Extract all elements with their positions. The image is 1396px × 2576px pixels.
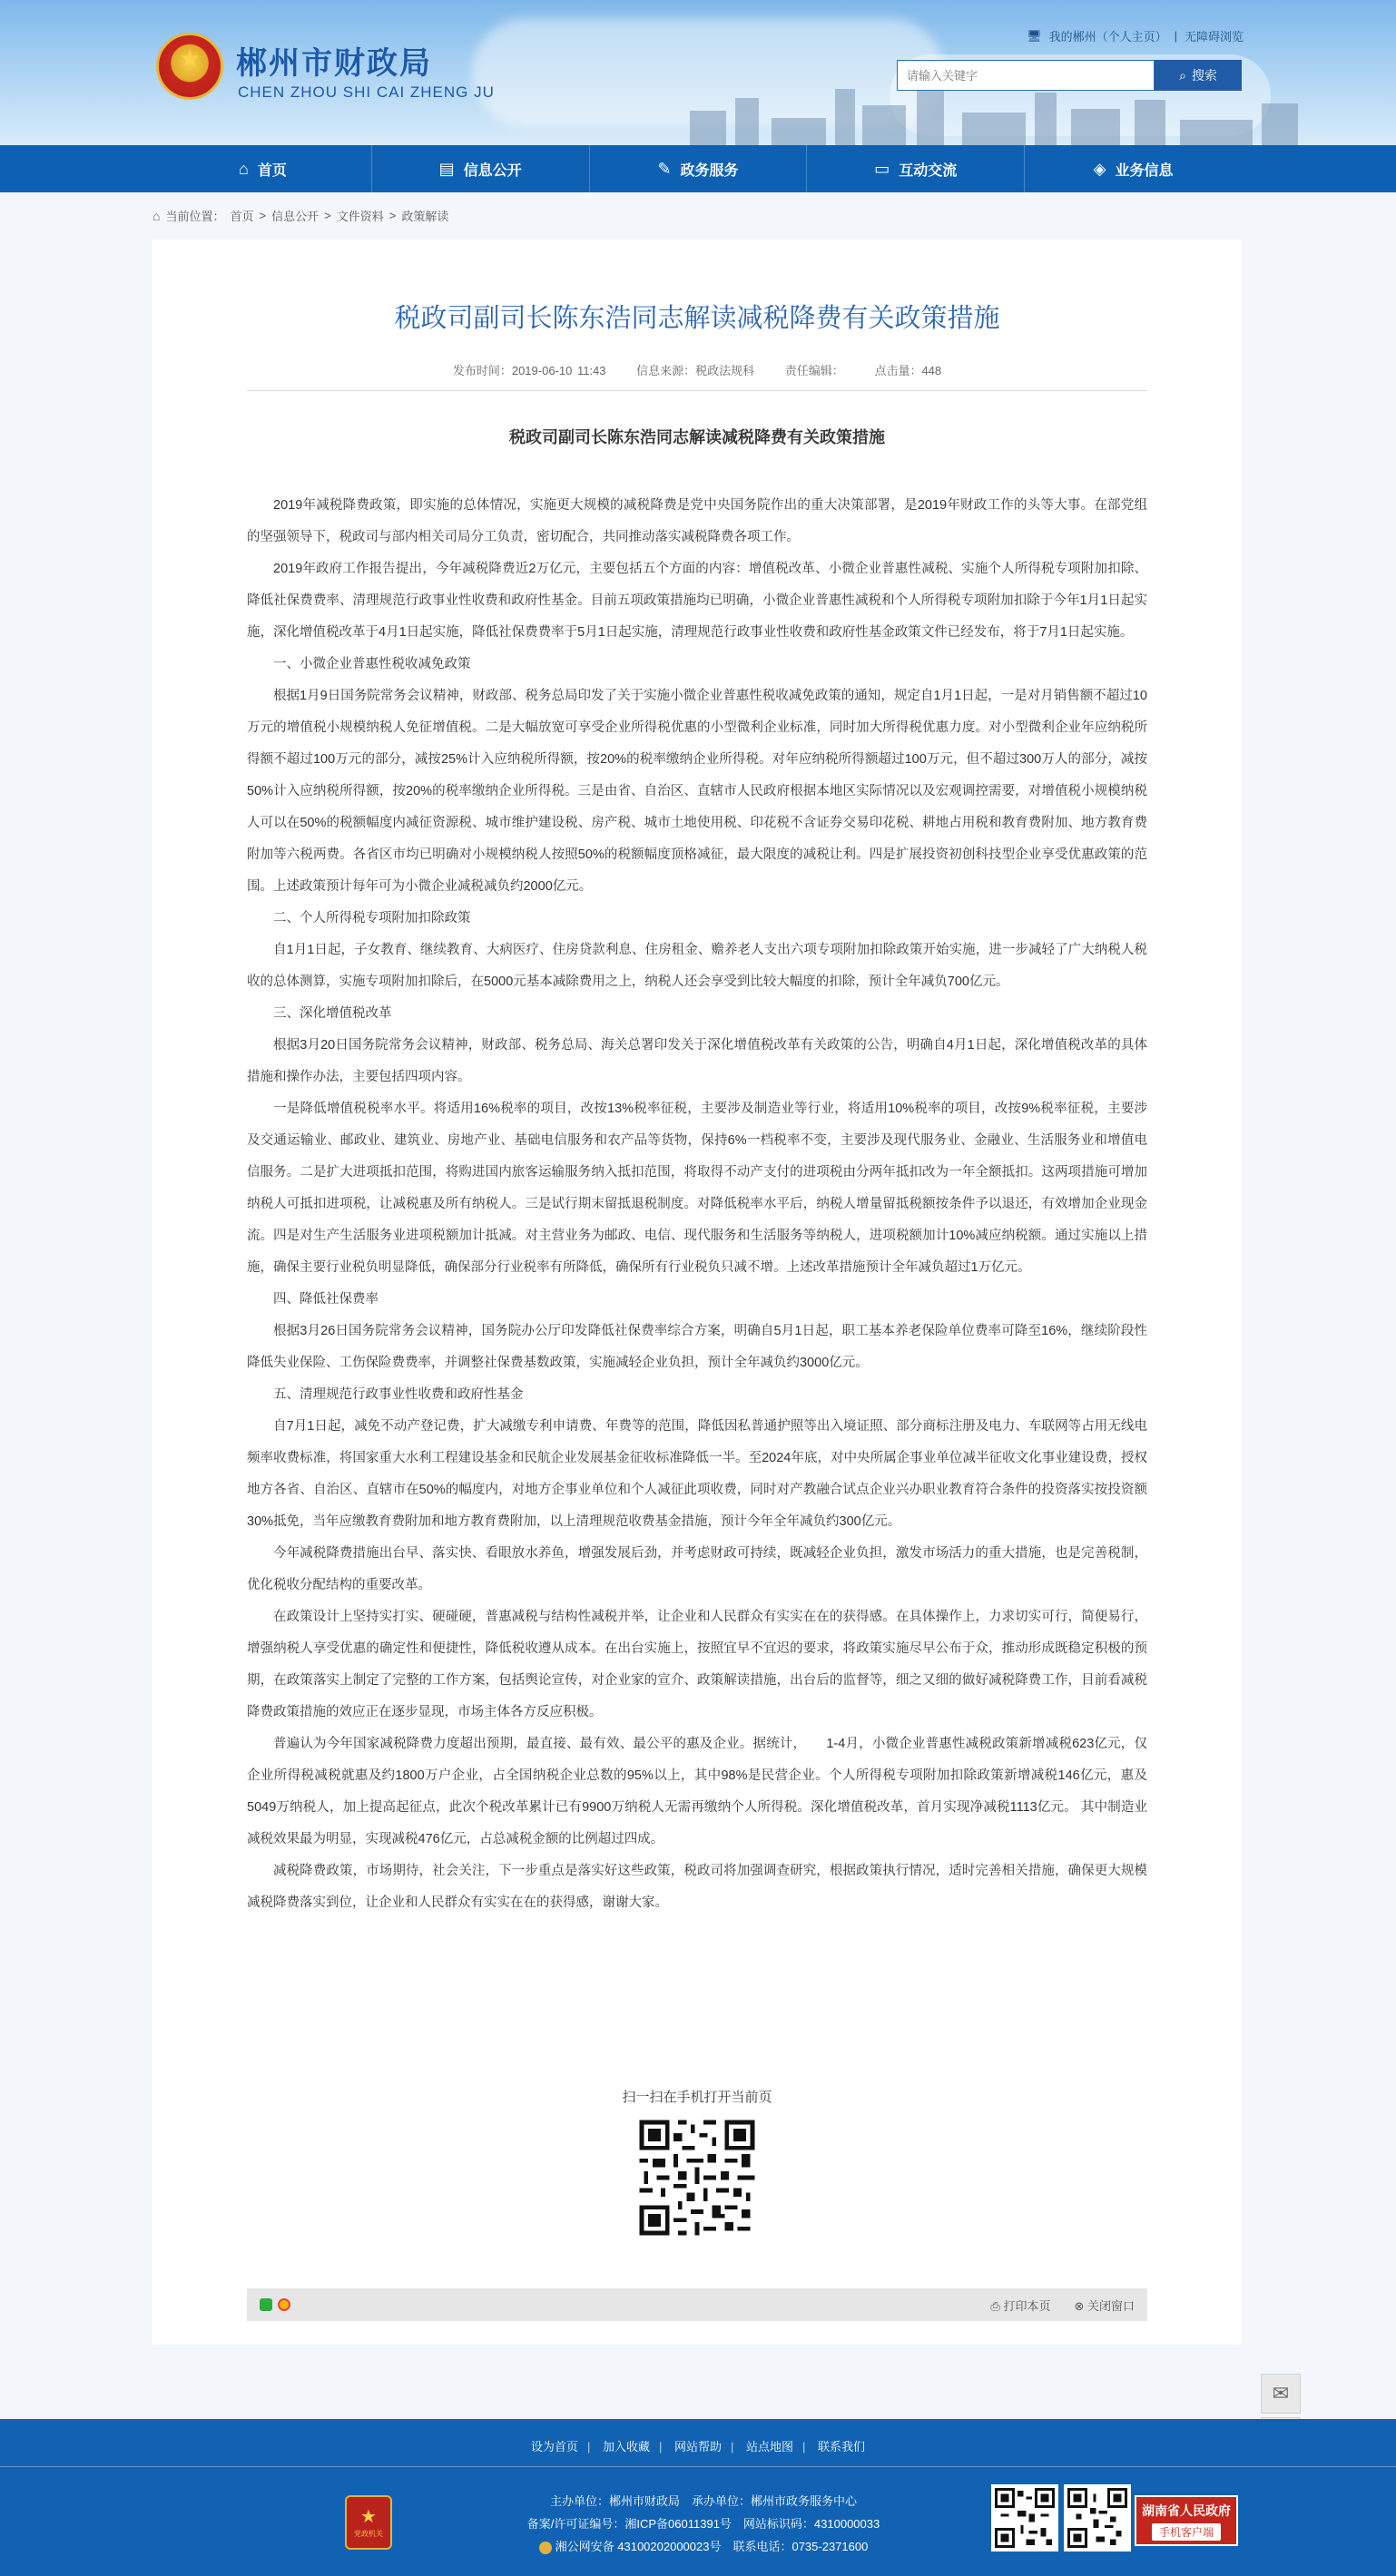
paragraph: 今年减税降费措施出台早、落实快、看眼放水养鱼，增强发展后劲，并考虑财政可持续，既减轻企业负担，激发市场活力的重大措施，也是完善税制，优化税收分配结构的重要改革。 [247, 1546, 1147, 1592]
paragraph: 2019年减税降费政策，即实施的总体情况，实施更大规模的减税降费是党中央国务院作出的重大决策部署，是2019年财政工作的头等大事。在部党组的坚强领导下，税政司与部内相关司局分工负责，密切配合，共同推动落实减税降费各项工作。 [247, 498, 1147, 544]
nav-item-home[interactable]: ⌂ 首页 [154, 145, 372, 192]
divider [247, 390, 1147, 391]
home-icon: ⌂ [238, 159, 249, 178]
breadcrumb-home[interactable]: 首页 [230, 210, 254, 223]
search-icon: ⌕ [1179, 67, 1186, 83]
article-content [247, 490, 1147, 1919]
gov-organ-badge[interactable]: ★ 党政机关 [345, 2495, 392, 2550]
site-footer [0, 2419, 1396, 2576]
paragraph: 根据3月20日国务院常务会议精神，财政部、税务总局、海关总署印发关于深化增值税改革有关政策的公告，明确自4月1日起，深化增值税改革的具体措施和操作办法，主要包括四项内容。 [247, 1038, 1147, 1084]
qr-title: 扫一扫在手机打开当前页 [622, 2090, 772, 2105]
breadcrumb-info[interactable]: 信息公开 [271, 210, 320, 223]
my-page-link[interactable]: 我的郴州（个人主页） [1048, 30, 1167, 44]
chat-icon: ▭ [874, 159, 890, 178]
nav-item-info-disclosure[interactable]: ▤ 信息公开 [372, 145, 590, 192]
paragraph: 根据3月26日国务院常务会议精神，国务院办公厅印发降低社保费率综合方案，明确自5月1日起，职工基本养老保险单位费率可降至16%，继续阶段性降低失业保险、工伤保险费费率，并调整社保费基数政策，实施减轻企业负担，预计全年减负约3000亿元。 [247, 1324, 1147, 1370]
document-icon: ▤ [438, 159, 455, 178]
footer-divider [0, 2466, 1396, 2467]
printer-icon: ⎙ [990, 2298, 1000, 2313]
footer-qr-code [991, 2484, 1058, 2552]
paragraph: 普遍认为今年国家减税降费力度超出预期，最直接、最有效、最公平的惠及企业。据统计， 1-4月，小微企业普惠性减税政策新增减税623亿元，仅企业所得税减税就惠及约1800万户企业，占全国纳税企业总数的95%以上，其中98%是民营企业。个人所得税专项附加扣除政策新增减税146亿元，惠及5049万纳税人，加上提高起征点，此次个税改革累计已有9900万纳税人无需再缴纳个人所得税。深化增值税改革，首月实现净减税1113亿元。 其中制造业减税效果最为明显，实现减税476亿元，占总减税金额的比例超过四成。 [247, 1737, 1147, 1846]
paragraph: 一是降低增值税税率水平。将适用16%税率的项目，改按13%税率征税，主要涉及制造业等行业，将适用10%税率的项目，改按9%税率征税，主要涉及交通运输业、邮政业、建筑业、房地产业、基础电信服务和农产品等货物，保持6%一档税率不变，主要涉及现代服务业、金融业、生活服务业和增值电信服务。二是扩大进项抵扣范围，将购进国内旅客运输服务纳入抵扣范围，将取得不动产支付的进项税由分两年抵扣改为一年全额抵扣。这两项措施可增加纳税人可抵扣进项税，让减税惠及所有纳税人。三是试行期末留抵退税制度。对降低税率水平后，纳税人增量留抵税额按条件予以退还，有效增加企业现金流。四是对生产生活服务业进项税额加计抵减。对主营业务为邮政、电信、现代服务和生活服务等纳税人，进项税额加计10%减应纳税额。通过实施以上措施，确保主要行业税负明显降低，确保部分行业税率有所降低，确保所有行业税负只减不增。上述改革措施预计全年减负超过1万亿元。 [247, 1102, 1147, 1275]
section-heading: 四、降低社保费率 [273, 1292, 378, 1307]
breadcrumb-files[interactable]: 文件资料 [336, 210, 384, 223]
paragraph: 自7月1日起，减免不动产登记费，扩大减缴专利申请费、年费等的范围，降低因私普通护照等出入境证照、部分商标注册及电力、车联网等占用无线电频率收费标准，将国家重大水利工程建设基金和民航企业发展基金征收标准降低一半。至2024年底，对中央所属企事业单位减半征收文化事业建设费，授权地方各省、自治区、直辖市在50%的幅度内，对地方企事业单位和个人减征此项收费，同时对产教融合试点企业兴办职业教育符合条件的投资落实按投资额30%抵免，当年应缴教育费附加和地方教育费附加，以上清理规范收费基金措施，预计今年全年减负约300亿元。 [247, 1419, 1147, 1529]
wechat-float-button[interactable] [1261, 2374, 1301, 2414]
edit-icon: ✎ [657, 159, 672, 178]
paragraph: 减税降费政策，市场期待，社会关注，下一步重点是落实好这些政策，税政司将加强调查研究，根据政策执行情况，适时完善相关措施，确保更大规模减税降费落实到位，让企业和人民群众有实实在在的获得感，谢谢大家。 [247, 1864, 1147, 1910]
breadcrumb: ⌂ 当前位置： 首页 > 信息公开 > 文件资料 > 政策解读 [152, 208, 449, 223]
site-subtitle: CHEN ZHOU SHI CAI ZHENG JU [238, 83, 495, 101]
wechat-share-icon[interactable] [260, 2298, 272, 2311]
layers-icon: ◈ [1093, 159, 1106, 178]
close-window-button[interactable]: ⊗ 关闭窗口 [1074, 2298, 1135, 2313]
site-header [0, 0, 1396, 145]
publish-time: 发布时间：2019-06-10 11:43 [452, 364, 606, 377]
footer-link-set-home[interactable]: 设为首页 [530, 2440, 578, 2454]
nav-item-interaction[interactable]: ▭ 互动交流 [807, 145, 1025, 192]
print-button[interactable]: ⎙ 打印本页 [990, 2298, 1051, 2313]
footer-link-help[interactable]: 网站帮助 [673, 2440, 722, 2454]
section-heading: 二、个人所得税专项附加扣除政策 [273, 911, 471, 926]
footer-app-qr-code [1064, 2484, 1131, 2552]
footer-links: 设为首页 | 加入收藏 | 网站帮助 | 站点地图 | 联系我们 [530, 2440, 866, 2454]
breadcrumb-policy[interactable]: 政策解读 [401, 210, 449, 223]
close-icon: ⊗ [1074, 2298, 1085, 2313]
share-bar [247, 2288, 1147, 2321]
monitor-icon: 🖥 [1027, 28, 1042, 43]
hunan-gov-app-badge[interactable]: 湖南省人民政府 手机客户端 [1135, 2495, 1238, 2546]
top-links: 🖥 我的郴州（个人主页） | 无障碍浏览 [1027, 28, 1244, 44]
search-button[interactable]: ⌕ 搜索 [1155, 60, 1242, 91]
footer-police: 湘公网安备 43100202000023号 联系电话：0735-2371600 [490, 2535, 917, 2558]
section-heading: 五、清理规范行政事业性收费和政府性基金 [273, 1387, 524, 1402]
nav-item-business-info[interactable]: ◈ 业务信息 [1093, 159, 1174, 179]
article-subtitle: 税政司副司长陈东浩同志解读减税降费有关政策措施 [509, 428, 885, 446]
search-input[interactable] [897, 60, 1155, 91]
wechat-icon: ✉ [1272, 2382, 1290, 2405]
editor: 责任编辑： [784, 364, 844, 377]
footer-info [490, 2490, 917, 2558]
police-badge-icon [539, 2542, 552, 2554]
footer-link-favorite[interactable]: 加入收藏 [602, 2440, 650, 2454]
paragraph: 2019年政府工作报告提出，今年减税降费近2万亿元，主要包括五个方面的内容：增值税改革、小微企业普惠性减税、实施个人所得税专项附加扣除、降低社保费费率、清理规范行政事业性收费和政府性基金。目前五项政策措施均已明确，小微企业普惠性减税和个人所得税专项附加扣除于今年1月1日起实施，深化增值税改革于4月1日起实施，降低社保费费率于5月1日起实施，清理规范行政事业性收费和政府性基金政策文件已经发布，将于7月1日起实施。 [247, 562, 1147, 640]
main-nav [0, 145, 1396, 192]
footer-record[interactable]: 备案/许可证编号：湘ICP备06011391号 网站标识码：4310000033 [526, 2517, 880, 2531]
home-icon: ⌂ [152, 208, 161, 223]
article-title: 税政司副司长陈东浩同志解读减税降费有关政策措施 [394, 304, 1000, 333]
article-meta [247, 361, 1147, 378]
paragraph: 自1月1日起，子女教育、继续教育、大病医疗、住房贷款利息、住房租金、赡养老人支出六项专项附加扣除政策开始实施，进一步减轻了广大纳税人税收的总体测算，实施专项附加扣除后，在5000元基本减除费用之上，纳税人还会享受到比较大幅度的扣除，预计全年减负700亿元。 [247, 943, 1147, 989]
footer-link-sitemap[interactable]: 站点地图 [746, 2440, 794, 2454]
footer-host: 主办单位：郴州市财政局 承办单位：郴州市政务服务中心 [549, 2494, 857, 2508]
site-title[interactable]: 郴州市财政局 [236, 46, 432, 81]
section-heading: 一、小微企业普惠性税收减免政策 [273, 657, 471, 671]
accessibility-link[interactable]: 无障碍浏览 [1184, 30, 1244, 44]
page-qr-code [635, 2116, 759, 2239]
paragraph: 在政策设计上坚持实打实、硬碰硬，普惠减税与结构性减税并举，让企业和人民群众有实实在在的获得感。在具体操作上，力求切实可行，简便易行，增强纳税人享受优惠的确定性和便捷性，降低税收遵从成本。在出台实施上，按照宜早不宜迟的要求，将政策实施尽早公布于众，推动形成既稳定积极的预期，在政策落实上制定了完整的工作方案，包括舆论宣传，对企业家的宣介、政策解读措施，出台后的监督等，细之又细的做好减税降费工作，目前看减税降费政策措施的效应正在逐步显现，市场主体各方反应积极。 [247, 1610, 1147, 1719]
paragraph: 根据1月9日国务院常务会议精神，财政部、税务总局印发了关于实施小微企业普惠性税收减免政策的通知，规定自1月1日起，一是对月销售额不超过10万元的增值税小规模纳税人免征增值税。二是大幅放宽可享受企业所得税优惠的小型微利企业标准，同时加大所得税优惠力度。对小型微利企业年应纳税所得额不超过100万元的部分，减按25%计入应纳税所得额，按20%的税率缴纳企业所得税。对年应纳税所得额超过100万元，但不超过300万人的部分，减按50%计入应纳税所得额，按20%的税率缴纳企业所得税。三是由省、自治区、直辖市人民政府根据本地区实际情况以及宏观调控需要，对增值税小规模纳税人可以在50%的税额幅度内减征资源税、城市维护建设税、房产税、城市土地使用税、印花税不含证券交易印花税、耕地占用税和教育费附加、地方教育费附加等六税两费。各省区市均已明确对小规模纳税人按照50%的税额幅度顶格减征，最大限度的减税让利。四是扩展投资初创科技型企业享受优惠政策的范围。上述政策预计每年可为小微企业减税减负约2000亿元。 [247, 689, 1147, 894]
article-card [152, 240, 1242, 2345]
section-heading: 三、深化增值税改革 [273, 1006, 392, 1021]
view-count: 点击量：448 [874, 364, 942, 377]
national-emblem-logo[interactable] [156, 33, 223, 100]
header-skyline [690, 82, 1325, 145]
star-icon: ★ [360, 2506, 377, 2527]
nav-item-gov-services[interactable]: ✎ 政务服务 [590, 145, 808, 192]
weibo-share-icon[interactable] [278, 2298, 290, 2311]
footer-link-contact[interactable]: 联系我们 [818, 2440, 866, 2454]
info-source: 信息来源：税政法规科 [636, 364, 755, 377]
